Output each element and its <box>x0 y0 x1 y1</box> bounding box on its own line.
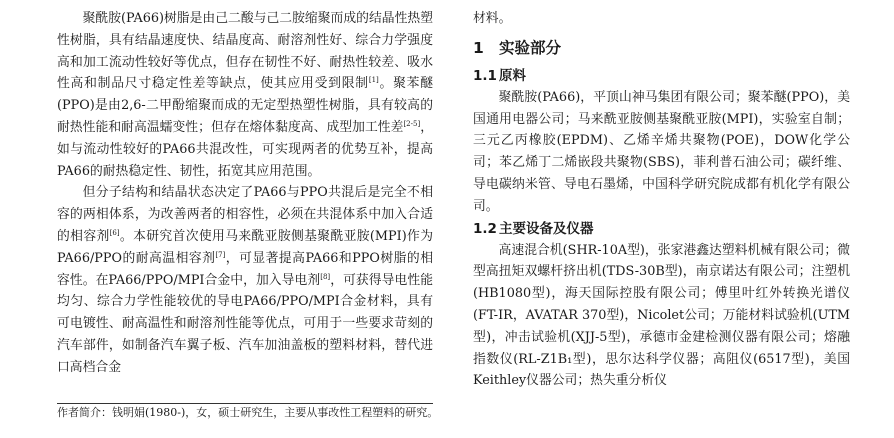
intro-paragraph-1 <box>57 8 433 182</box>
text-run: 。本研究首次使用马来酰亚胺侧基聚酰亚胺(MPI)作为PA66/PPO的耐高温相容剂 <box>57 228 433 266</box>
subsection-heading-materials <box>473 65 850 87</box>
citation[interactable]: [6] <box>109 228 120 237</box>
right-column <box>473 8 850 392</box>
equipment-paragraph: 高速混合机(SHR-10A型)，张家港鑫达塑料机械有限公司；微型高扭矩双螺杆挤出机(TDS-30B型)，南京诺达有限公司；注塑机(HB1080型)，海天国际控股有限公司；傅里叶红外转换光谱仪(FT-IR，AVATAR 370型)，Nicolet公司；万能材料试验机(UTM型)，冲击试验机(XJJ-5型)，承德市金建检测仪器有限公司；熔融指数仪(RL-Z1B₁型)，思尔达科学仪器；高阻仪(6517型)，美国Keithley仪器公司；热失重分析仪 <box>473 242 850 389</box>
text-run: 。聚苯醚(PPO)是由2,6-二甲酚缩聚而成的无定型热塑性树脂，具有较高的耐热性能和耐高温蠕变性；但存在熔体黏度高、成型加工性差 <box>57 76 434 135</box>
section-title: 实验部分 <box>499 38 562 57</box>
author-footnote: 作者简介：钱明娟(1980-)，女，硕士研究生，主要从事改性工程塑料的研究。 <box>57 406 439 419</box>
citation[interactable]: [7] <box>215 250 226 259</box>
continued-text: 材料。 <box>473 11 512 26</box>
materials-paragraph: 聚酰胺(PA66)，平顶山神马集团有限公司；聚苯醚(PPO)，美国通用电器公司；马来酰亚胺侧基聚酰亚胺(MPI)，实验室自制；三元乙丙橡胶(EPDM)、乙烯辛烯共聚物(POE)，DOW化学公司；苯乙烯丁二烯嵌段共聚物(SBS)，菲利普石油公司；碳纤维、导电碳纳米管、导电石墨烯，中国科学研究院成都有机化学有限公司。 <box>473 89 850 214</box>
text-run: 但分子结构和结晶状态决定了PA66与PPO共混后是完全不相容的两相体系，为改善两者的相容性，必须在共混体系中加入合适的相容剂 <box>57 185 433 244</box>
section-heading <box>473 35 850 61</box>
citation[interactable]: [1] <box>368 76 379 85</box>
text-run: ，可获得导电性能均匀、综合力学性能较优的导电PA66/PPO/MPI合金材料，具有可电镀性、耐高温性和耐溶剂性能等优点，可用于一些要求苛刻的汽车部件，如制备汽车翼子板、汽车加油盖板的塑料材料，替代进口高档合金 <box>57 272 433 375</box>
citation[interactable]: [2-5] <box>403 119 421 128</box>
text-run: ，如与流动性较好的PA66共混改性，可实现两者的优势互补，提高PA66的耐热稳定性、韧性，拓宽其应用范围。 <box>57 119 434 179</box>
subsection-number: 1.2 <box>473 220 497 237</box>
subsection-heading-equipment <box>473 218 850 240</box>
text-run: 聚酰胺(PA66)树脂是由己二酸与己二胺缩聚而成的结晶性热塑性树脂，具有结晶速度快、结晶度高、耐溶剂性好、综合力学强度高和加工流动性较好等优点，但存在韧性不好、耐热性较差、吸水性高和制品尺寸稳定性差等缺点，使其应用受到限制 <box>57 11 433 92</box>
subsection-title: 原料 <box>499 67 526 84</box>
subsection-number: 1.1 <box>473 67 497 84</box>
intro-paragraph-2 <box>57 182 433 378</box>
section-number: 1 <box>473 38 484 57</box>
citation[interactable]: [8] <box>320 272 331 281</box>
subsection-title: 主要设备及仪器 <box>499 220 594 237</box>
left-column <box>57 8 433 379</box>
text-run: ，可显著提高PA66和PPO树脂的相容性。在PA66/PPO/MPI合金中，加入导电剂 <box>57 250 433 288</box>
footnote-divider <box>57 403 433 404</box>
